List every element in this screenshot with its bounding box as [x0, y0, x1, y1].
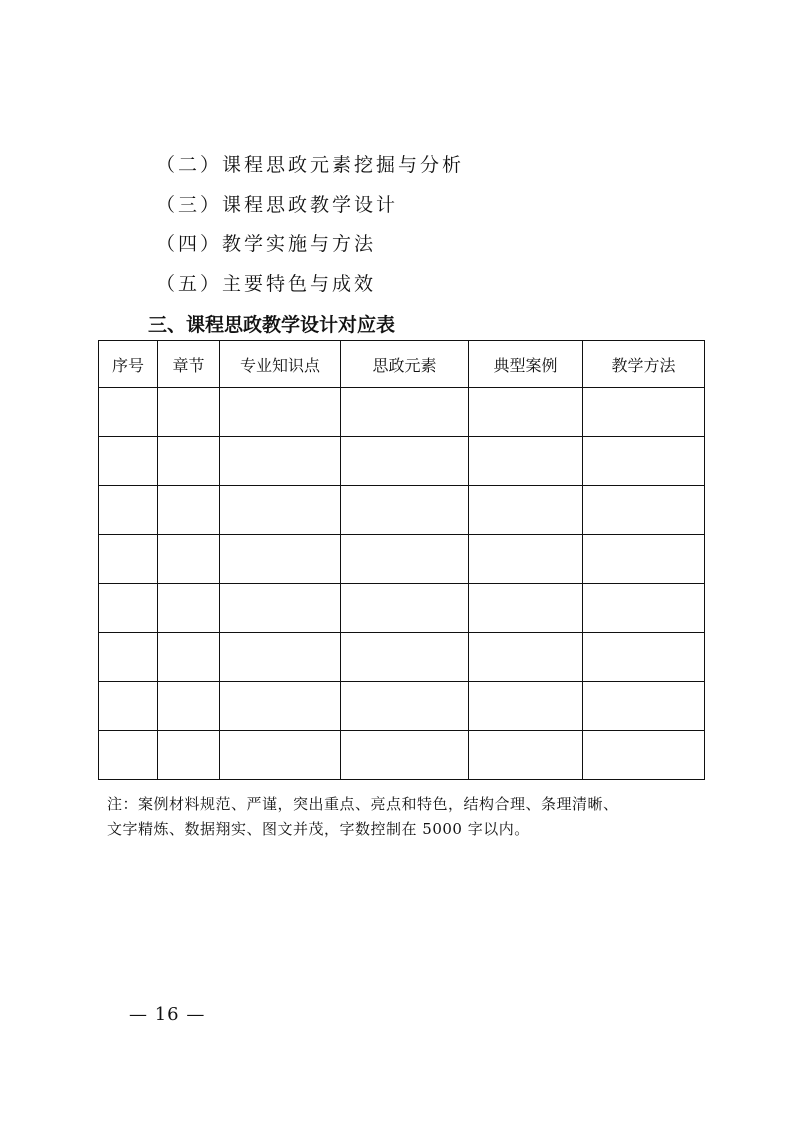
- table-row: [99, 535, 705, 584]
- page-number: — 16 —: [129, 1004, 206, 1025]
- table-cell: [158, 535, 220, 584]
- table-cell: [158, 682, 220, 731]
- table-row: [99, 486, 705, 535]
- table-row: [99, 633, 705, 682]
- table-cell: [469, 633, 583, 682]
- table-cell: [583, 731, 705, 780]
- table-cell: [220, 535, 341, 584]
- table-cell: [99, 633, 158, 682]
- table-cell: [469, 486, 583, 535]
- subheading-5: （五）主要特色与成效: [156, 273, 377, 295]
- table-cell: [99, 486, 158, 535]
- table-cell: [469, 731, 583, 780]
- table-cell: [158, 731, 220, 780]
- table-row: [99, 584, 705, 633]
- table-row: [99, 731, 705, 780]
- subheading-2: （二）课程思政元素挖掘与分析: [156, 154, 465, 176]
- table-cell: [158, 437, 220, 486]
- column-header-ideological-element: 思政元素: [341, 341, 469, 388]
- table-cell: [469, 584, 583, 633]
- table-header-row: [99, 341, 705, 388]
- table-cell: [583, 535, 705, 584]
- table-cell: [220, 633, 341, 682]
- column-header-teaching-method: 教学方法: [583, 341, 705, 388]
- column-header-knowledge-point: 专业知识点: [220, 341, 341, 388]
- table-cell: [583, 633, 705, 682]
- note: [107, 792, 707, 842]
- subheading-3: （三）课程思政教学设计: [156, 194, 399, 216]
- table-cell: [158, 486, 220, 535]
- table-cell: [158, 584, 220, 633]
- table-cell: [220, 682, 341, 731]
- table-cell: [583, 437, 705, 486]
- note-line-1: 注：案例材料规范、严谨，突出重点、亮点和特色，结构合理、条理清晰、: [107, 795, 619, 813]
- subheading-4: （四）教学实施与方法: [156, 233, 377, 255]
- table-cell: [99, 682, 158, 731]
- table-cell: [99, 437, 158, 486]
- table-cell: [220, 584, 341, 633]
- column-header-index: 序号: [99, 341, 158, 388]
- table-cell: [341, 437, 469, 486]
- table-cell: [99, 584, 158, 633]
- table-cell: [469, 388, 583, 437]
- column-header-typical-case: 典型案例: [469, 341, 583, 388]
- column-header-chapter: 章节: [158, 341, 220, 388]
- table-cell: [220, 388, 341, 437]
- table-cell: [99, 731, 158, 780]
- table-row: [99, 682, 705, 731]
- table-cell: [158, 388, 220, 437]
- note-line-2: 文字精炼、数据翔实、图文并茂，字数控制在 5000 字以内。: [107, 820, 530, 838]
- table-cell: [583, 486, 705, 535]
- table-cell: [341, 584, 469, 633]
- table-cell: [220, 731, 341, 780]
- table-cell: [99, 388, 158, 437]
- table-row: [99, 437, 705, 486]
- table-cell: [341, 731, 469, 780]
- table-cell: [99, 535, 158, 584]
- table-body: [99, 388, 705, 780]
- table-cell: [158, 633, 220, 682]
- table-cell: [469, 437, 583, 486]
- section-title: 三、课程思政教学设计对应表: [148, 314, 396, 336]
- table-cell: [341, 535, 469, 584]
- table-cell: [220, 437, 341, 486]
- table-cell: [469, 682, 583, 731]
- table-cell: [469, 535, 583, 584]
- table-cell: [341, 633, 469, 682]
- design-mapping-table: [98, 340, 705, 780]
- table-cell: [583, 388, 705, 437]
- table-cell: [583, 682, 705, 731]
- table-row: [99, 388, 705, 437]
- table-cell: [220, 486, 341, 535]
- table-cell: [341, 486, 469, 535]
- table-cell: [583, 584, 705, 633]
- table-cell: [341, 682, 469, 731]
- table-cell: [341, 388, 469, 437]
